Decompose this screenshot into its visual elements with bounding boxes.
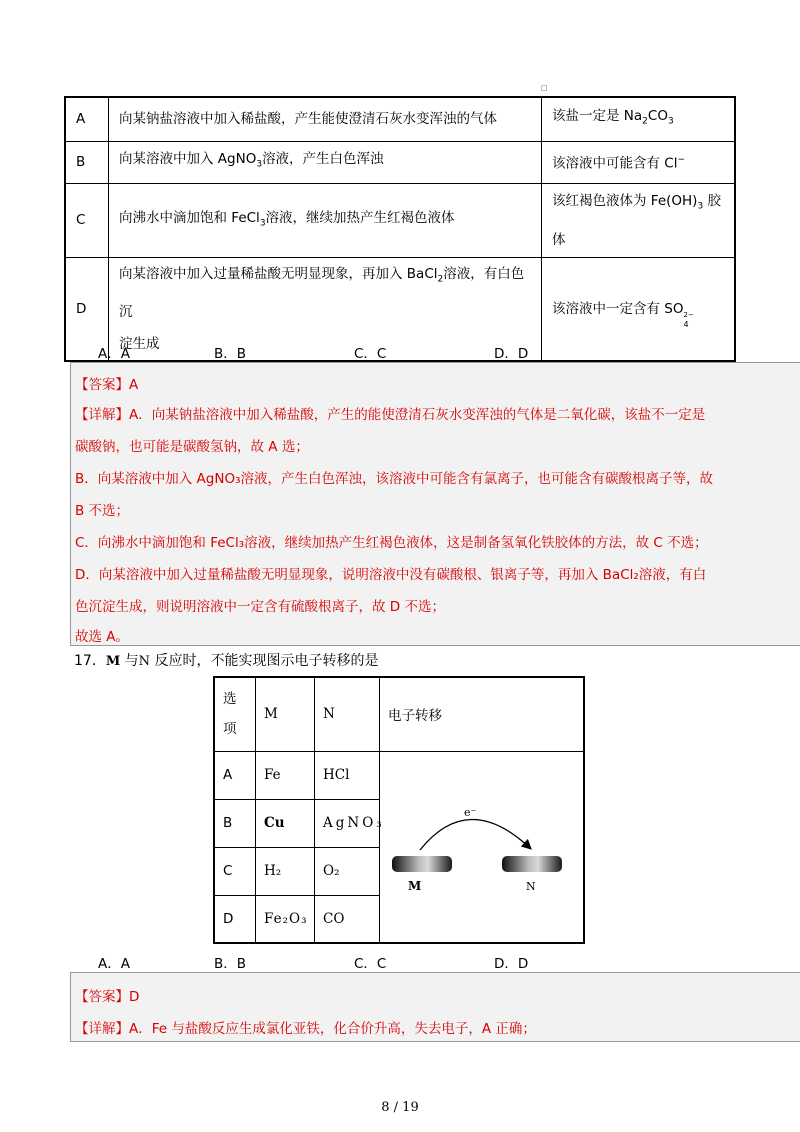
transfer-diagram-cell xyxy=(380,751,585,943)
table-header-row xyxy=(214,677,584,751)
top-mark: □ xyxy=(541,84,548,92)
row-key: D xyxy=(214,895,256,943)
option-b: B．B xyxy=(214,346,247,362)
row-conclusion: 该溶液中一定含有 SO 2− 4 xyxy=(542,258,736,361)
page-number: 8 / 19 xyxy=(381,1100,419,1115)
transfer-arrow xyxy=(420,819,530,850)
row-m: Fe xyxy=(256,751,315,799)
row-key: B xyxy=(65,141,109,183)
explanation-line: 【详解】A．Fe 与盐酸反应生成氯化亚铁，化合价升高，失去电子，A 正确； xyxy=(75,1021,536,1037)
table-row xyxy=(65,183,735,258)
answer-label: 【答案】D xyxy=(75,989,140,1005)
answer-label: 【答案】A xyxy=(75,377,139,393)
row-key: B xyxy=(214,799,256,847)
row-conclusion: 该红褐色液体为 $Fe(OH)_3$ 胶 体 xyxy=(542,183,736,258)
question-17: 17．M 与N 反应时，不能实现图示电子转移的是 xyxy=(74,653,379,669)
row-key: C xyxy=(214,847,256,895)
m-label: M xyxy=(408,878,422,893)
option-a: A．A xyxy=(98,956,130,972)
row-n: HCl xyxy=(315,751,380,799)
row-content: 向某溶液中加入 AgNO$_3$溶液，产生白色浑浊 xyxy=(109,141,542,183)
table-row xyxy=(214,751,584,799)
explanation-line: 【详解】A．向某钠盐溶液中加入稀盐酸，产生的能使澄清石灰水变浑浊的气体是二氧化碳，该盐不一定是 xyxy=(75,407,706,423)
option-d: D．D xyxy=(494,346,529,362)
row-n: CO xyxy=(315,895,380,943)
header-transfer: 电子转移 xyxy=(380,677,585,751)
option-d: D．D xyxy=(494,956,529,972)
explanation-line: 色沉淀生成，则说明溶液中一定含有硫酸根离子，故 D 不选； xyxy=(75,599,445,615)
option-a: A．A xyxy=(98,346,130,362)
electron-transfer-table xyxy=(213,676,585,944)
row-conclusion: 该盐一定是 $Na_2CO_3$ xyxy=(542,97,736,141)
row-m: Cu xyxy=(256,799,315,847)
m-bar xyxy=(392,856,452,872)
row-m: H₂ xyxy=(256,847,315,895)
row-conclusion: 该溶液中可能含有 Cl− xyxy=(542,141,736,183)
row-n: O₂ xyxy=(315,847,380,895)
row-content: 向某溶液中加入过量稀盐酸无明显现象，再加入 BaCl$_2$溶液，有白色沉 淀生成 xyxy=(109,258,542,361)
row-key: A xyxy=(214,751,256,799)
row-key: A xyxy=(65,97,109,141)
n-label: N xyxy=(526,879,536,893)
table-row xyxy=(65,258,735,361)
table-row xyxy=(65,141,735,183)
row-content: 向某钠盐溶液中加入稀盐酸，产生能使澄清石灰水变浑浊的气体 xyxy=(109,97,542,141)
row-key: C xyxy=(65,183,109,258)
option-c: C．C xyxy=(354,956,387,972)
answer-box-q16 xyxy=(70,362,800,646)
row-n: AgNO₃ xyxy=(315,799,380,847)
explanation-line: C．向沸水中滴加饱和 FeCl₃溶液，继续加热产生红褐色液体，这是制备氢氧化铁胶体的方法，故 C 不选； xyxy=(75,535,708,551)
explanation-line: D．向某溶液中加入过量稀盐酸无明显现象，说明溶液中没有碳酸根、银离子等，再加入 BaCl₂溶液，有白 xyxy=(75,567,707,583)
explanation-line: B 不选； xyxy=(75,503,130,519)
table-row xyxy=(65,97,735,141)
header-m: M xyxy=(256,677,315,751)
explanation-line: 故选 A。 xyxy=(75,629,130,645)
option-c: C．C xyxy=(354,346,387,362)
header-option: 选 项 xyxy=(214,677,256,751)
n-bar xyxy=(502,856,562,872)
experiment-table xyxy=(64,96,736,362)
electron-label: e⁻ xyxy=(464,805,477,819)
row-content: 向沸水中滴加饱和 FeCl$_3$溶液，继续加热产生红褐色液体 xyxy=(109,183,542,258)
header-n: N xyxy=(315,677,380,751)
explanation-line: 碳酸钠，也可能是碳酸氢钠，故 A 选； xyxy=(75,439,309,455)
explanation-line: B．向某溶液中加入 AgNO₃溶液，产生白色浑浊，该溶液中可能含有氯离子，也可能含有碳酸根离子等，故 xyxy=(75,471,713,487)
row-m: Fe₂O₃ xyxy=(256,895,315,943)
option-b: B．B xyxy=(214,956,247,972)
row-key: D xyxy=(65,258,109,361)
answer-box-q17 xyxy=(70,972,800,1042)
electron-transfer-diagram xyxy=(380,752,586,942)
